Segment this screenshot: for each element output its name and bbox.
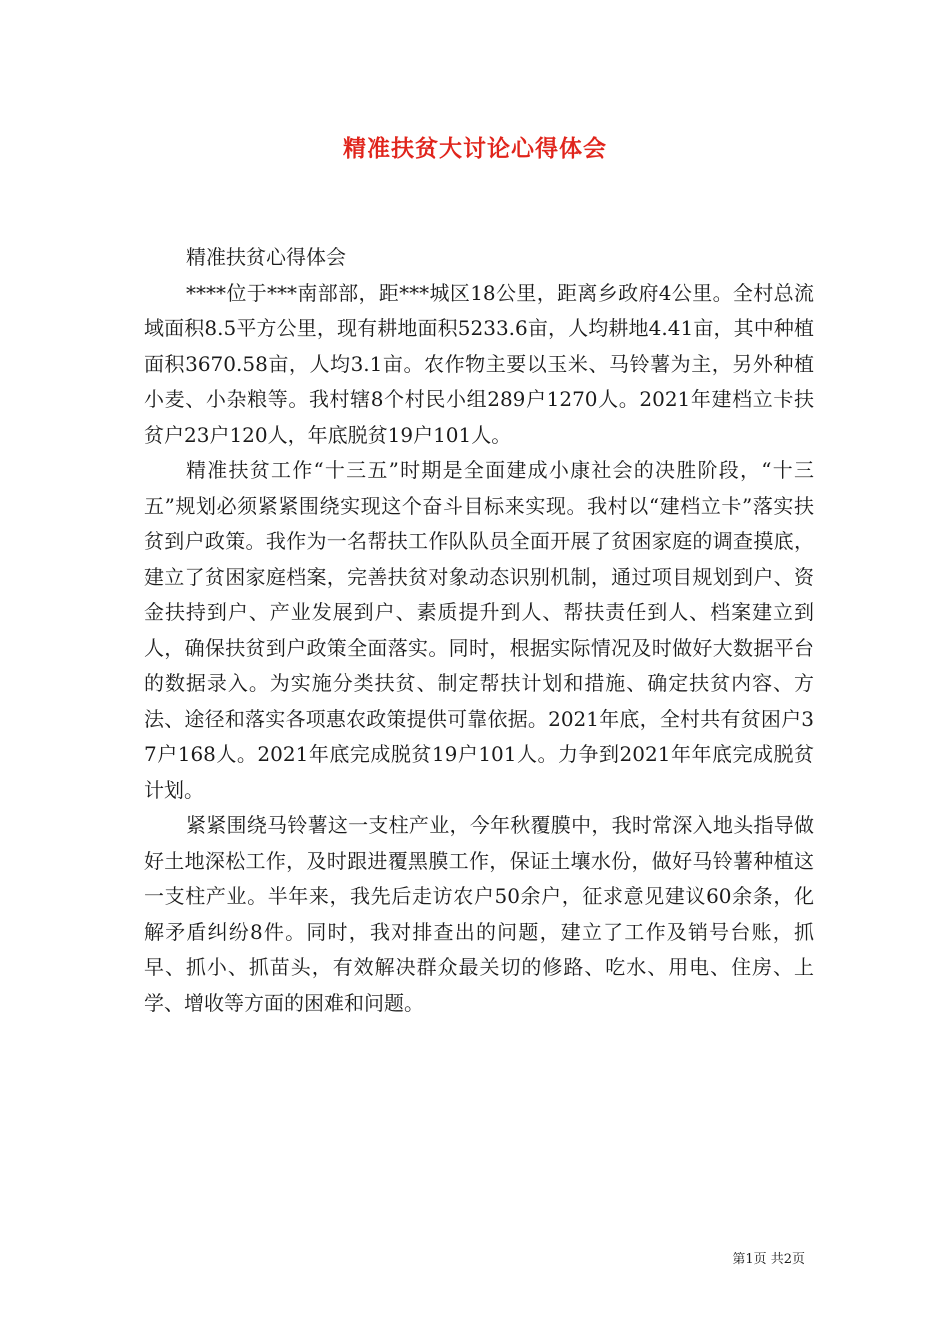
document-title: 精准扶贫大讨论心得体会	[343, 135, 607, 162]
document-subtitle: 精准扶贫心得体会	[186, 245, 346, 269]
paragraph-1: ****位于***南部部，距***城区18公里，距离乡政府4公里。全村总流域面积8.5平方公里，现有耕地面积5233.6亩，人均耕地4.41亩，其中种植面积3670.58亩，人均3.1亩。农作物主要以玉米、马铃薯为主，另外种植小麦、小杂粮等。我村辖8个村民小组289户1270人。2021年建档立卡扶贫户23户120人，年底脱贫19户101人。	[144, 280, 814, 447]
page-indicator: 第1页 共2页	[732, 1252, 805, 1267]
paragraph-2: 精准扶贫工作“十三五”时期是全面建成小康社会的决胜阶段，“十三五”规划必须紧紧围绕实现这个奋斗目标来实现。我村以“建档立卡”落实扶贫到户政策。我作为一名帮扶工作队队员全面开展了贫困家庭的调查摸底，建立了贫困家庭档案，完善扶贫对象动态识别机制，通过项目规划到户、资金扶持到户、产业发展到户、素质提升到人、帮扶责任到人、档案建立到人，确保扶贫到户政策全面落实。同时，根据实际情况及时做好大数据平台的数据录入。为实施分类扶贫、制定帮扶计划和措施、确定扶贫内容、方法、途径和落实各项惠农政策提供可靠依据。2021年底，全村共有贫困户37户168人。2021年底完成脱贫19户101人。力争到2021年年底完成脱贫计划。	[144, 458, 814, 802]
document-body	[144, 240, 814, 1021]
paragraph-3: 紧紧围绕马铃薯这一支柱产业，今年秋覆膜中，我时常深入地头指导做好土地深松工作，及时跟进覆黑膜工作，保证土壤水份，做好马铃薯种植这一支柱产业。半年来，我先后走访农户50余户，征求意见建议60余条，化解矛盾纠纷8件。同时，我对排查出的问题，建立了工作及销号台账，抓早、抓小、抓苗头，有效解决群众最关切的修路、吃水、用电、住房、上学、增收等方面的困难和问题。	[144, 813, 814, 1015]
